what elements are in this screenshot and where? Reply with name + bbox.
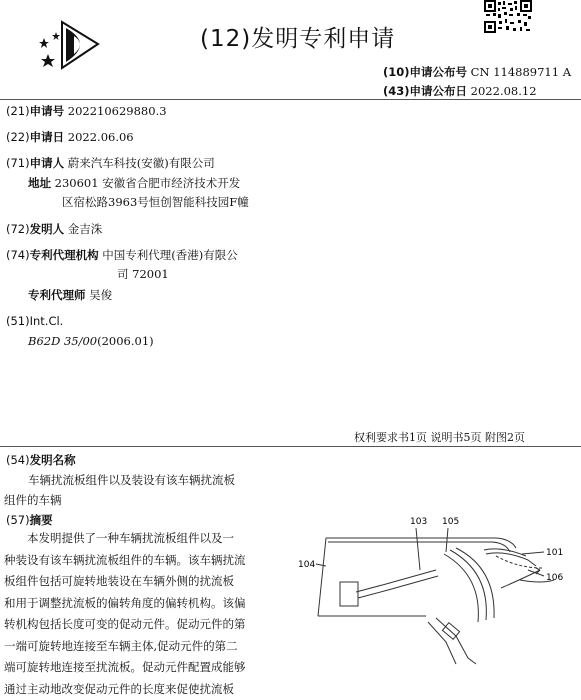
- figure-label-105: 105: [442, 517, 459, 527]
- abstract-line: 转机构包括长度可变的促动元件。促动元件的第: [4, 614, 274, 636]
- abstract-line: 本发明提供了一种车辆扰流板组件以及一: [4, 528, 274, 550]
- applicant-address: 地址 230601 安徽省合肥市经济技术开发: [28, 175, 240, 192]
- invention-name-heading: (54)发明名称: [6, 452, 76, 469]
- qr-code-icon: [484, 0, 532, 33]
- invention-name-line1: 车辆扰流板组件以及装设有该车辆扰流板: [28, 472, 235, 489]
- abstract-heading: (57)摘要: [6, 512, 53, 529]
- figure-label-103: 103: [410, 517, 427, 527]
- publication-number-value: CN 114889711 A: [471, 65, 571, 79]
- document-title: (12)发明专利申请: [200, 20, 395, 53]
- application-number: (21)申请号 202210629880.3: [6, 103, 167, 120]
- header-divider: [0, 99, 581, 100]
- abstract-line: 一端可旋转地连接至车辆主体,促动元件的第二: [4, 636, 274, 658]
- abstract-line: 端可旋转地连接至扰流板。促动元件配置成能够: [4, 657, 274, 679]
- patent-agent: 专利代理师 吴俊: [28, 287, 112, 304]
- publication-number: [383, 64, 571, 80]
- section-divider: [0, 446, 581, 447]
- application-date: (22)申请日 2022.06.06: [6, 129, 134, 146]
- patent-agency: (74)专利代理机构 中国专利代理(香港)有限公: [6, 247, 238, 264]
- figure-label-104: 104: [298, 560, 315, 570]
- ipc: (51)Int.Cl.: [6, 313, 63, 330]
- page-count-summary: 权利要求书1页 说明书5页 附图2页: [354, 429, 525, 445]
- figure-label-106: 106: [546, 573, 563, 583]
- applicant: (71)申请人 蔚来汽车科技(安徽)有限公司: [6, 155, 215, 172]
- figure-label-101: 101: [546, 548, 563, 558]
- publication-date-label: (43)申请公布日: [383, 84, 467, 98]
- applicant-address-line2: 区宿松路3963号恒创智能科技园F幢: [62, 194, 249, 211]
- ipc-classification: B62D 35/00(2006.01): [28, 333, 154, 350]
- publication-date-value: 2022.08.12: [471, 84, 537, 98]
- publication-number-label: (10)申请公布号: [383, 65, 467, 79]
- patent-agency-line2: 司 72001: [117, 266, 169, 283]
- abstract-text: [4, 528, 274, 700]
- invention-name-line2: 组件的车辆: [4, 492, 62, 509]
- abstract-line: 种装设有该车辆扰流板组件的车辆。该车辆扰流: [4, 550, 274, 572]
- publication-date: [383, 83, 537, 99]
- cnipa-logo-icon: [36, 18, 108, 74]
- inventor: (72)发明人 金吉洙: [6, 221, 102, 238]
- abstract-line: 和用于调整扰流板的偏转角度的偏转机构。该偏: [4, 593, 274, 615]
- abstract-line: 通过主动地改变促动元件的长度来促使扰流板: [4, 679, 274, 700]
- patent-drawing: [296, 508, 574, 668]
- abstract-line: 板组件包括可旋转地装设在车辆外侧的扰流板: [4, 571, 274, 593]
